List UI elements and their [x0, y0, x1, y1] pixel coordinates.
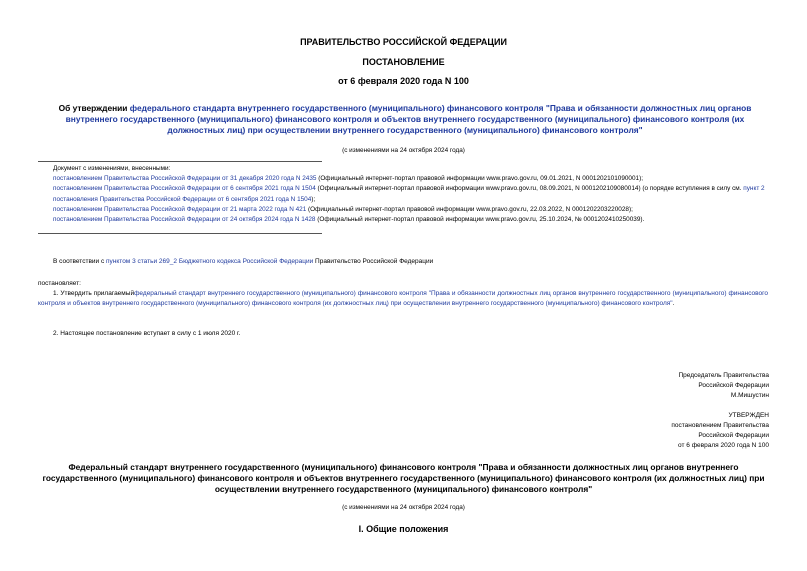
standard-revision-note: (с изменениями на 24 октября 2024 года)	[342, 504, 465, 511]
document-title	[55, 103, 755, 136]
amendment-item	[53, 215, 769, 225]
signature-name: М.Мишустин	[730, 392, 769, 399]
amendment-text: (Официальный интернет-портал правовой информации www.pravo.gov.ru, 09.01.2021, N 0001202101090001);	[316, 175, 644, 183]
approval-line-4: от 6 февраля 2020 года N 100	[678, 442, 769, 449]
approval-block	[671, 411, 769, 451]
approval-line-2: постановлением Правительства	[671, 422, 769, 429]
amendment-link[interactable]: постановлением Правительства Российской Федерации от 21 марта 2022 года N 421	[53, 205, 307, 213]
budget-code-link[interactable]: пунктом 3 статьи 269_2 Бюджетного кодекса Российской Федерации	[106, 258, 314, 265]
doc-type-heading: ПОСТАНОВЛЕНИЕ	[362, 57, 445, 67]
revision-note: (с изменениями на 24 октября 2024 года)	[342, 147, 465, 154]
amendments-top-rule	[38, 161, 322, 162]
approval-line-3: Российской Федерации	[698, 432, 769, 439]
point-2: 2. Настоящее постановление вступает в силу с 1 июля 2020 г.	[53, 330, 241, 337]
standard-link[interactable]: федеральный стандарт внутреннего государственного (муниципального) финансового контроля "Права и обязанности должностных лиц органов внутреннего государственного (муниципального) финансового контроля и объектов внутреннего государственного (муниципального) финансового контроля (их должностных лиц) при осуществлении внутреннего государственного (муниципального) финансового контроля"	[38, 290, 768, 307]
title-link[interactable]: федерального стандарта внутреннего государственного (муниципального) финансового контроля "Права и обязанности должностных лиц органов внутреннего государственного (муниципального) финансового контроля и объектов внутреннего государственного (муниципального) финансового контроля (их должностных лиц) при осуществлении внутреннего государственного (муниципального) финансового контроля"	[65, 103, 752, 135]
point-1-prefix: 1. Утвердить прилагаемый	[53, 290, 135, 297]
amendment-text: (Официальный интернет-портал правовой информации www.pravo.gov.ru, 25.10.2024, № 0001202410250039).	[315, 216, 645, 224]
amendment-link[interactable]: постановлением Правительства Российской Федерации от 6 сентября 2021 года N 1504	[53, 185, 316, 193]
amendment-link[interactable]: постановлением Правительства Российской Федерации от 24 октября 2024 года N 1428	[53, 216, 316, 224]
preamble-suffix: Правительство Российской Федерации	[313, 258, 434, 265]
amendments-intro: Документ с изменениями, внесенными:	[53, 165, 171, 172]
section-heading: I. Общие положения	[358, 524, 449, 534]
point-1	[38, 289, 768, 309]
date-number-heading: от 6 февраля 2020 года N 100	[338, 76, 469, 86]
signature-position: Председатель Правительства	[678, 372, 769, 379]
amendment-text-secondary: );	[311, 195, 316, 203]
amendments-bottom-rule	[38, 233, 322, 234]
amendment-item	[53, 184, 769, 204]
amendments-block	[53, 164, 769, 225]
point-1-suffix: .	[672, 300, 675, 307]
amendment-link[interactable]: постановлением Правительства Российской Федерации от 31 декабря 2020 года N 2435	[53, 175, 317, 183]
preamble-prefix: В соответствии с	[53, 258, 107, 265]
amendment-item	[53, 174, 769, 184]
standard-title: Федеральный стандарт внутреннего государственного (муниципального) финансового контроля "Права и обязанности должностных лиц органов внутреннего государственного (муниципального) финансового контроля и объектов внутреннего государственного (муниципального) финансового контроля (их должностных лиц) при осуществлении внутреннего государственного (муниципального) финансового контроля"	[42, 462, 765, 494]
signature-country: Российской Федерации	[698, 382, 769, 389]
resolves-label: постановляет:	[38, 280, 81, 287]
amendment-item	[53, 205, 769, 215]
amendment-text: (Официальный интернет-портал правовой информации www.pravo.gov.ru, 22.03.2022, N 0001202203220028);	[306, 205, 633, 213]
approval-line-1: УТВЕРЖДЕН	[728, 412, 769, 419]
title-prefix: Об утверждении	[58, 103, 130, 113]
signature-block	[678, 371, 769, 401]
preamble	[53, 257, 769, 267]
amendment-text: (Официальный интернет-портал правовой информации www.pravo.gov.ru, 08.09.2021, N 0001202109080014) (о порядке вступления в силу см.	[315, 185, 744, 193]
government-heading: ПРАВИТЕЛЬСТВО РОССИЙСКОЙ ФЕДЕРАЦИИ	[300, 37, 507, 47]
amendment-link-secondary[interactable]: пункт 2 постановления Правительства Российской Федерации от 6 сентября 2021 года N 1504	[53, 185, 765, 203]
